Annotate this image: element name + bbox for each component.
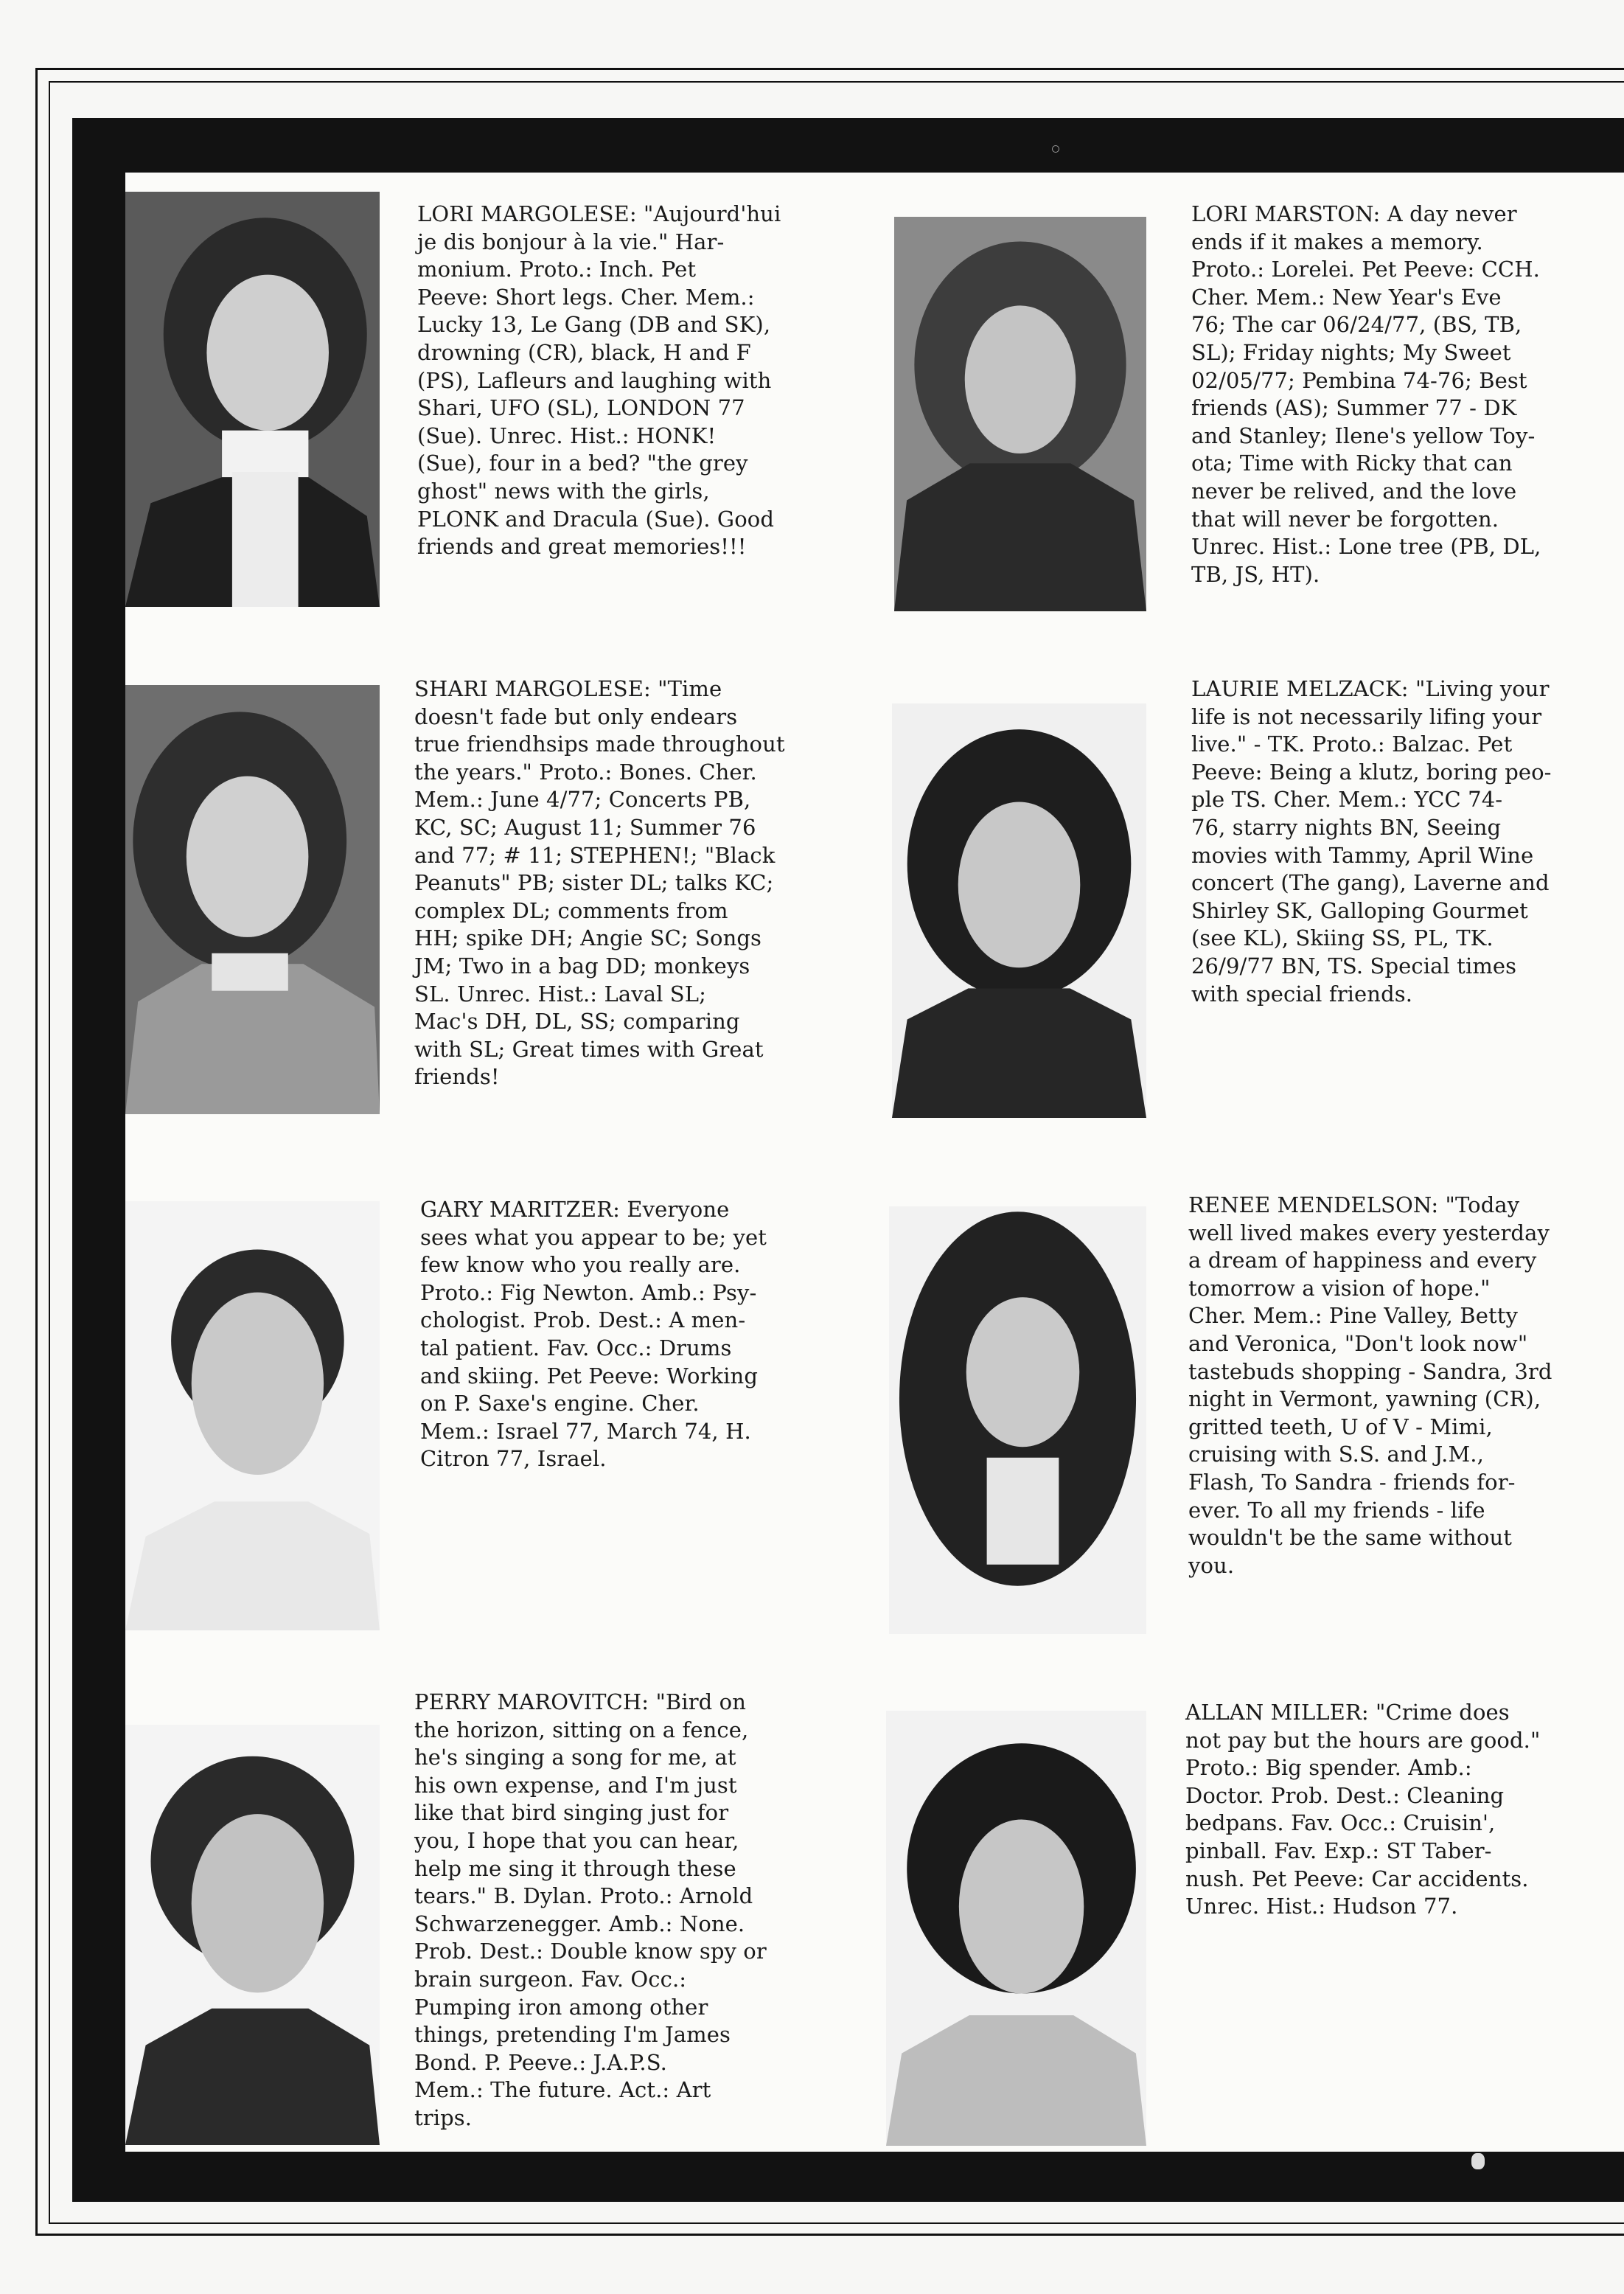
bio-shari-margolese: SHARI MARGOLESE: "Time doesn't fade but only endears true friendhsips made throughout the years." Proto.: Bones. Cher. Mem.: June 4/77; Concerts PB, KC, SC; August 11; Summer 76 and 77; # 11; STEPHEN!; "Black Peanuts" PB; sister DL; talks KC; complex DL; comments from HH; spike DH; Angie SC; Songs JM; Two in a bag DD; monkeys SL. Unrec. Hist.: Laval SL; Mac's DH, DL, SS; comparing with SL; Great times with Great friends! xyxy=(414,676,785,1090)
bio-renee-mendelson: RENEE MENDELSON: "Today well lived makes every yesterday a dream of happiness and every tomorrow a vision of hope." Cher. Mem.: Pine Valley, Betty and Veronica, "Don't look now" tastebuds shopping - Sandra, 3rd night in Vermont, yawning (CR), gritted teeth, U of V - Mimi, cruising with S.S. and J.M., Flash, To Sandra - friends for- ever. To all my friends - life wouldn't be the same without you. xyxy=(1188,1192,1552,1578)
bio-gary-maritzer: GARY MARITZER: Everyone sees what you appear to be; yet few know who you really are. Proto.: Fig Newton. Amb.: Psy- chologist. Prob. Dest.: A men- tal patient. Fav. Occ.: Drums and skiing. Pet Peeve: Working on P. Saxe's engine. Cher. Mem.: Israel 77, March 74, H. Citron 77, Israel. xyxy=(420,1197,767,1472)
portrait-icon xyxy=(125,1201,380,1630)
bio-laurie-melzack: LAURIE MELZACK: "Living your life is not necessarily lifing your live." - TK. Proto.: Balzac. Pet Peeve: Being a klutz, boring peo- ple TS. Cher. Mem.: YCC 74- 76, starry nights BN, Seeing movies with Tammy, April Wine concert (The gang), Laverne and Shirley SK, Galloping Gourmet (see KL), Skiing SS, PL, TK. 26/9/77 BN, TS. Special times with special friends. xyxy=(1191,676,1552,1007)
photo-allan-miller xyxy=(886,1711,1146,2146)
photo-shari-margolese xyxy=(125,685,380,1114)
portrait-icon xyxy=(889,1206,1146,1634)
corner-mark xyxy=(1471,2153,1485,2169)
portrait-icon xyxy=(125,685,380,1114)
portrait-icon xyxy=(886,1711,1146,2146)
portrait-icon xyxy=(892,703,1146,1118)
photo-laurie-melzack xyxy=(892,703,1146,1118)
bio-perry-marovitch: PERRY MAROVITCH: "Bird on the horizon, sitting on a fence, he's singing a song for me, at his own expense, and I'm just like that bird singing just for you, I hope that you can hear, help me sing it through these tears." B. Dylan. Proto.: Arnold Schwarzenegger. Amb.: None. Prob. Dest.: Double know spy or brain surgeon. Fav. Occ.: Pumping iron among other things, pretending I'm James Bond. P. Peeve.: J.A.P.S. Mem.: The future. Act.: Art trips. xyxy=(414,1689,767,2130)
bio-lori-margolese: LORI MARGOLESE: "Aujourd'hui je dis bonjour à la vie." Har- monium. Proto.: Inch. Pet Peeve: Short legs. Cher. Mem.: Lucky 13, Le Gang (DB and SK), drowning (CR), black, H and F (PS), Lafleurs and laughing with Shari, UFO (SL), LONDON 77 (Sue). Unrec. Hist.: HONK! (Sue), four in a bed? "the grey ghost" news with the girls, PLONK and Dracula (Sue). Good friends and great memories!!! xyxy=(417,201,781,560)
photo-perry-marovitch xyxy=(125,1725,380,2145)
portrait-icon xyxy=(894,217,1146,611)
bio-lori-marston: LORI MARSTON: A day never ends if it makes a memory. Proto.: Lorelei. Pet Peeve: CCH. Cher. Mem.: New Year's Eve 76; The car 06/24/77, (BS, TB, SL); Friday nights; My Sweet 02/05/77; Pembina 74-76; Best friends (AS); Summer 77 - DK and Stanley; Ilene's yellow Toy- ota; Time with Ricky that can never be relived, and the love that will never be forgotten. Unrec. Hist.: Lone tree (PB, DL, TB, JS, HT). xyxy=(1191,201,1541,587)
portrait-icon xyxy=(125,1725,380,2145)
photo-renee-mendelson xyxy=(889,1206,1146,1634)
frame-dot xyxy=(1052,145,1059,153)
photo-lori-margolese xyxy=(125,192,380,607)
photo-lori-marston xyxy=(894,217,1146,611)
portrait-icon xyxy=(125,192,380,607)
yearbook-panel xyxy=(125,173,1624,2152)
photo-gary-maritzer xyxy=(125,1201,380,1630)
bio-allan-miller: ALLAN MILLER: "Crime does not pay but the hours are good." Proto.: Big spender. Amb.: Doctor. Prob. Dest.: Cleaning bedpans. Fav. Occ.: Cruisin', pinball. Fav. Exp.: ST Taber- nush. Pet Peeve: Car accidents. Unrec. Hist.: Hudson 77. xyxy=(1185,1700,1541,1919)
